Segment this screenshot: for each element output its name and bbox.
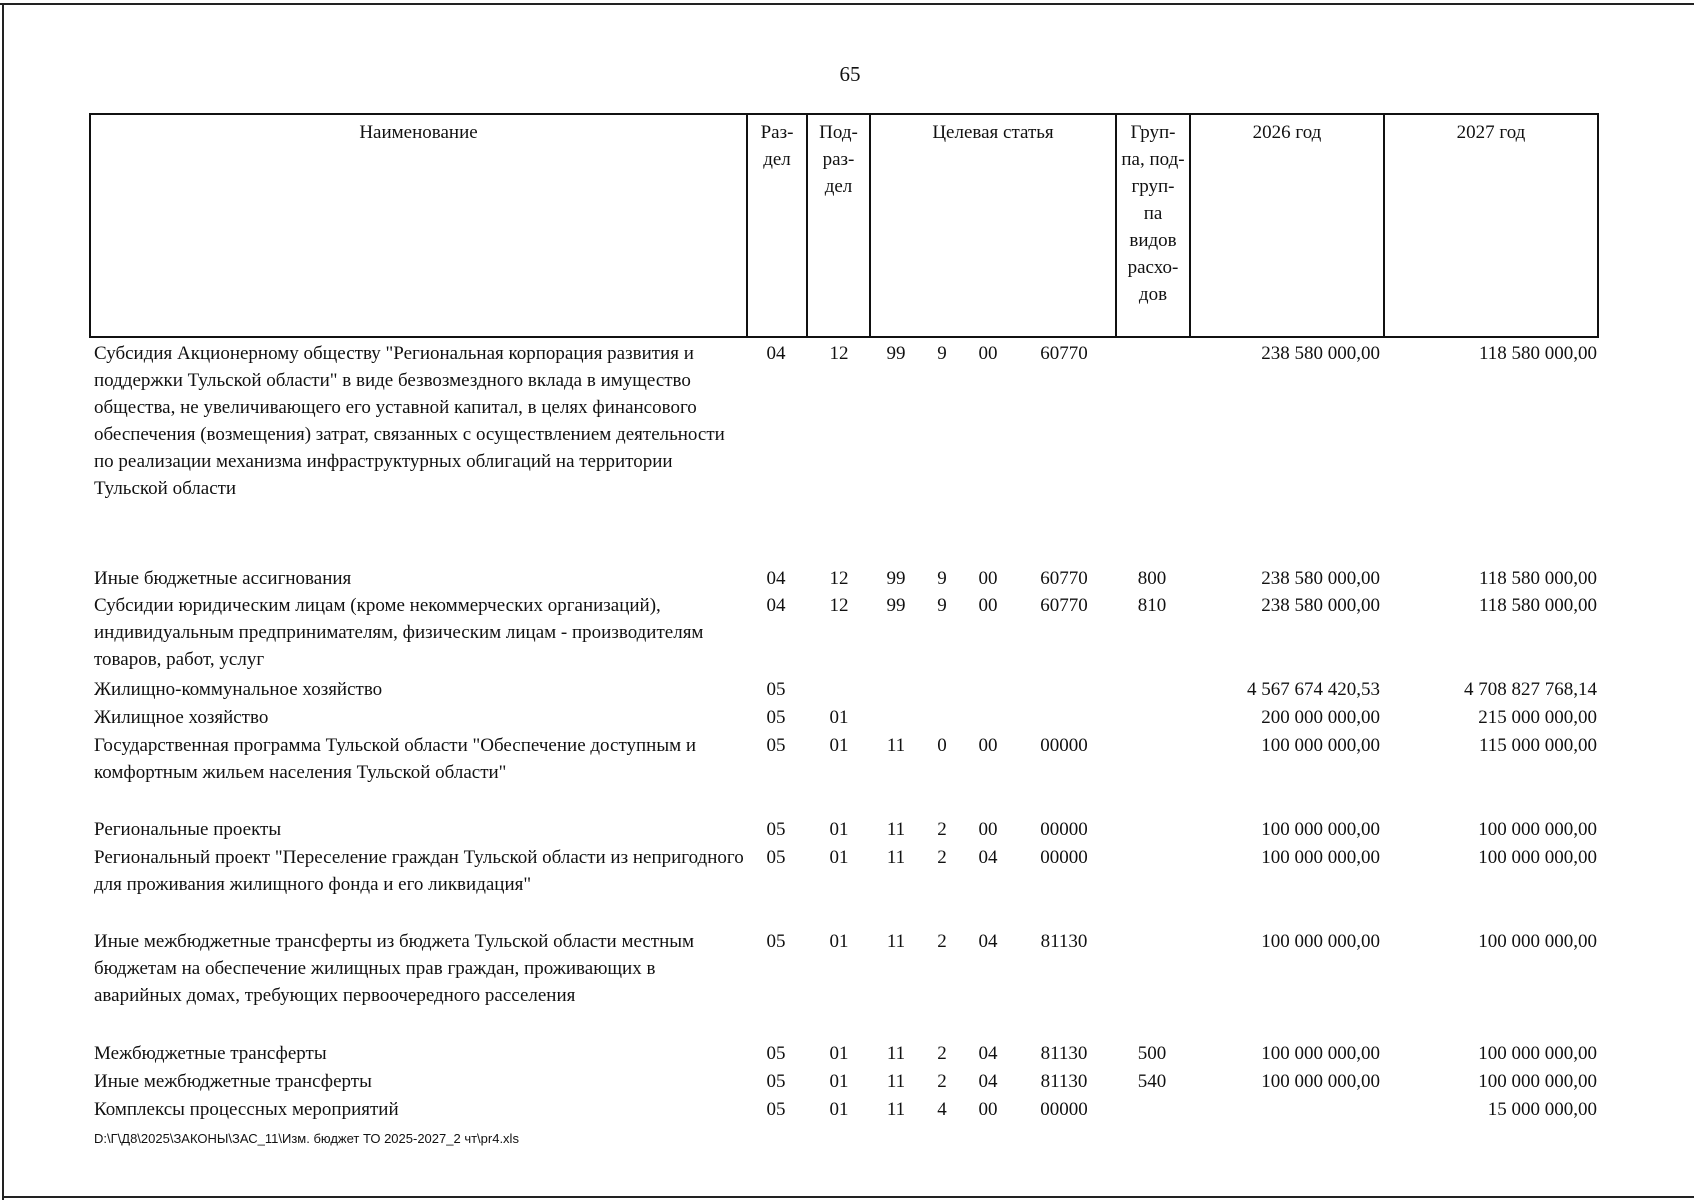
row-amount-2027: 118 580 000,00: [1478, 568, 1597, 589]
row-amount-2026: 100 000 000,00: [1261, 735, 1380, 756]
row-target-1: 11: [886, 1099, 906, 1120]
row-target-4: 81130: [1040, 1071, 1088, 1092]
row-razdel: 05: [766, 707, 786, 728]
row-name: Государственная программа Тульской области "Обеспечение доступным и комфортным жильем населения Тульской области": [94, 735, 697, 783]
row-razdel: 04: [766, 568, 786, 589]
row-target-1: 11: [886, 819, 906, 840]
row-name: Региональные проекты: [94, 819, 282, 840]
row-expense-group: 500: [1137, 1043, 1167, 1064]
row-amount-2027: 100 000 000,00: [1478, 931, 1597, 952]
row-amount-2027: 215 000 000,00: [1478, 707, 1597, 728]
row-target-1: 99: [886, 568, 906, 589]
row-amount-2027: 100 000 000,00: [1478, 1043, 1597, 1064]
row-amount-2027: 115 000 000,00: [1478, 735, 1597, 756]
row-podrazdel: 01: [829, 819, 849, 840]
row-name: Межбюджетные трансферты: [94, 1043, 327, 1064]
row-amount-2026: 238 580 000,00: [1261, 595, 1380, 616]
row-amount-2027: 15 000 000,00: [1487, 1099, 1597, 1120]
row-target-3: 04: [978, 847, 998, 868]
row-amount-2026: 238 580 000,00: [1261, 568, 1380, 589]
row-target-4: 81130: [1040, 1043, 1088, 1064]
row-razdel: 04: [766, 343, 786, 364]
row-target-4: 60770: [1040, 343, 1088, 364]
header-podrazdel: Под- раз- дел: [819, 122, 858, 197]
row-name: Иные бюджетные ассигнования: [94, 568, 352, 589]
row-razdel: 05: [766, 1099, 786, 1120]
row-amount-2027: 118 580 000,00: [1478, 595, 1597, 616]
row-target-2: 2: [937, 1071, 947, 1092]
row-target-2: 2: [937, 847, 947, 868]
row-name: Жилищно-коммунальное хозяйство: [94, 679, 383, 700]
page-number: 65: [839, 62, 861, 86]
row-target-1: 11: [886, 1071, 906, 1092]
row-name: Комплексы процессных мероприятий: [94, 1099, 399, 1120]
row-amount-2026: 4 567 674 420,53: [1247, 679, 1380, 700]
row-razdel: 05: [766, 819, 786, 840]
row-target-2: 2: [937, 931, 947, 952]
header-2027: 2027 год: [1456, 122, 1526, 143]
row-podrazdel: 01: [829, 707, 849, 728]
row-amount-2027: 118 580 000,00: [1478, 343, 1597, 364]
row-razdel: 04: [766, 595, 786, 616]
row-target-4: 00000: [1040, 735, 1088, 756]
row-target-4: 60770: [1040, 568, 1088, 589]
row-podrazdel: 01: [829, 1071, 849, 1092]
row-razdel: 05: [766, 847, 786, 868]
header-divider: [1189, 115, 1191, 336]
row-target-3: 00: [978, 1099, 998, 1120]
row-target-2: 2: [937, 1043, 947, 1064]
row-razdel: 05: [766, 1071, 786, 1092]
row-target-4: 60770: [1040, 595, 1088, 616]
row-podrazdel: 01: [829, 1043, 849, 1064]
row-razdel: 05: [766, 1043, 786, 1064]
row-podrazdel: 01: [829, 735, 849, 756]
row-expense-group: 800: [1137, 568, 1167, 589]
row-amount-2027: 100 000 000,00: [1478, 1071, 1597, 1092]
row-expense-group: 540: [1137, 1071, 1167, 1092]
row-podrazdel: 12: [829, 343, 849, 364]
row-name: Жилищное хозяйство: [94, 707, 269, 728]
row-target-1: 99: [886, 595, 906, 616]
page-border-left: [2, 3, 4, 1200]
row-target-1: 11: [886, 847, 906, 868]
row-target-2: 2: [937, 819, 947, 840]
row-target-4: 81130: [1040, 931, 1088, 952]
header-name: Наименование: [359, 122, 478, 143]
table-header: [89, 113, 1599, 338]
row-target-3: 00: [978, 568, 998, 589]
row-amount-2026: 100 000 000,00: [1261, 819, 1380, 840]
row-amount-2027: 100 000 000,00: [1478, 847, 1597, 868]
row-target-2: 9: [937, 343, 947, 364]
row-expense-group: 810: [1137, 595, 1167, 616]
row-amount-2026: 100 000 000,00: [1261, 931, 1380, 952]
row-amount-2026: 238 580 000,00: [1261, 343, 1380, 364]
row-razdel: 05: [766, 679, 786, 700]
row-amount-2026: 200 000 000,00: [1261, 707, 1380, 728]
row-name: Иные межбюджетные трансферты: [94, 1071, 372, 1092]
page-border-bottom: [2, 1196, 1694, 1198]
row-amount-2026: 100 000 000,00: [1261, 847, 1380, 868]
header-target-article: Целевая статья: [932, 122, 1054, 143]
row-podrazdel: 01: [829, 931, 849, 952]
row-target-1: 99: [886, 343, 906, 364]
row-razdel: 05: [766, 735, 786, 756]
row-amount-2026: 100 000 000,00: [1261, 1043, 1380, 1064]
row-target-3: 04: [978, 1071, 998, 1092]
row-target-1: 11: [886, 735, 906, 756]
row-target-3: 04: [978, 1043, 998, 1064]
row-target-4: 00000: [1040, 819, 1088, 840]
row-amount-2027: 100 000 000,00: [1478, 819, 1597, 840]
row-target-2: 9: [937, 568, 947, 589]
row-target-2: 9: [937, 595, 947, 616]
row-name: Субсидия Акционерному обществу "Региональная корпорация развития и поддержки Тульской области" в виде безвозмездного вклада в имущество общества, не увеличивающего его уставной капитал, в целях финансового обеспечения (возмещения) затрат, связанных с осуществлением деятельности по реализации механизма инфраструктурных облигаций на территории Тульской области: [94, 343, 725, 499]
row-target-3: 00: [978, 819, 998, 840]
page-border-top: [0, 3, 1694, 5]
header-2026: 2026 год: [1252, 122, 1322, 143]
row-target-4: 00000: [1040, 847, 1088, 868]
row-razdel: 05: [766, 931, 786, 952]
row-name: Субсидии юридическим лицам (кроме некоммерческих организаций), индивидуальным предпринимателям, физическим лицам - производителям товаров, работ, услуг: [94, 595, 704, 670]
row-target-3: 04: [978, 931, 998, 952]
row-podrazdel: 12: [829, 595, 849, 616]
header-expense-group: Груп- па, под- груп- па видов расхо- дов: [1121, 122, 1185, 305]
row-target-2: 0: [937, 735, 947, 756]
header-razdel: Раз- дел: [760, 122, 794, 170]
row-name: Региональный проект "Переселение граждан Тульской области из непригодного для проживания жилищного фонда и его ликвидация": [94, 847, 744, 895]
row-podrazdel: 12: [829, 568, 849, 589]
file-path-footer: D:\Г\Д8\2025\ЗАКОНЫ\ЗАС_11\Изм. бюджет ТО 2025-2027_2 чт\pr4.xls: [94, 1131, 519, 1146]
row-target-2: 4: [937, 1099, 947, 1120]
row-podrazdel: 01: [829, 1099, 849, 1120]
row-target-1: 11: [886, 931, 906, 952]
row-target-1: 11: [886, 1043, 906, 1064]
row-amount-2026: 100 000 000,00: [1261, 1071, 1380, 1092]
header-divider: [869, 115, 871, 336]
row-amount-2027: 4 708 827 768,14: [1464, 679, 1597, 700]
row-target-4: 00000: [1040, 1099, 1088, 1120]
row-podrazdel: 01: [829, 847, 849, 868]
row-target-3: 00: [978, 343, 998, 364]
header-divider: [1383, 115, 1385, 336]
row-target-3: 00: [978, 735, 998, 756]
row-target-3: 00: [978, 595, 998, 616]
row-name: Иные межбюджетные трансферты из бюджета Тульской области местным бюджетам на обеспечение жилищных прав граждан, проживающих в аварийных домах, требующих первоочередного расселения: [94, 931, 695, 1006]
